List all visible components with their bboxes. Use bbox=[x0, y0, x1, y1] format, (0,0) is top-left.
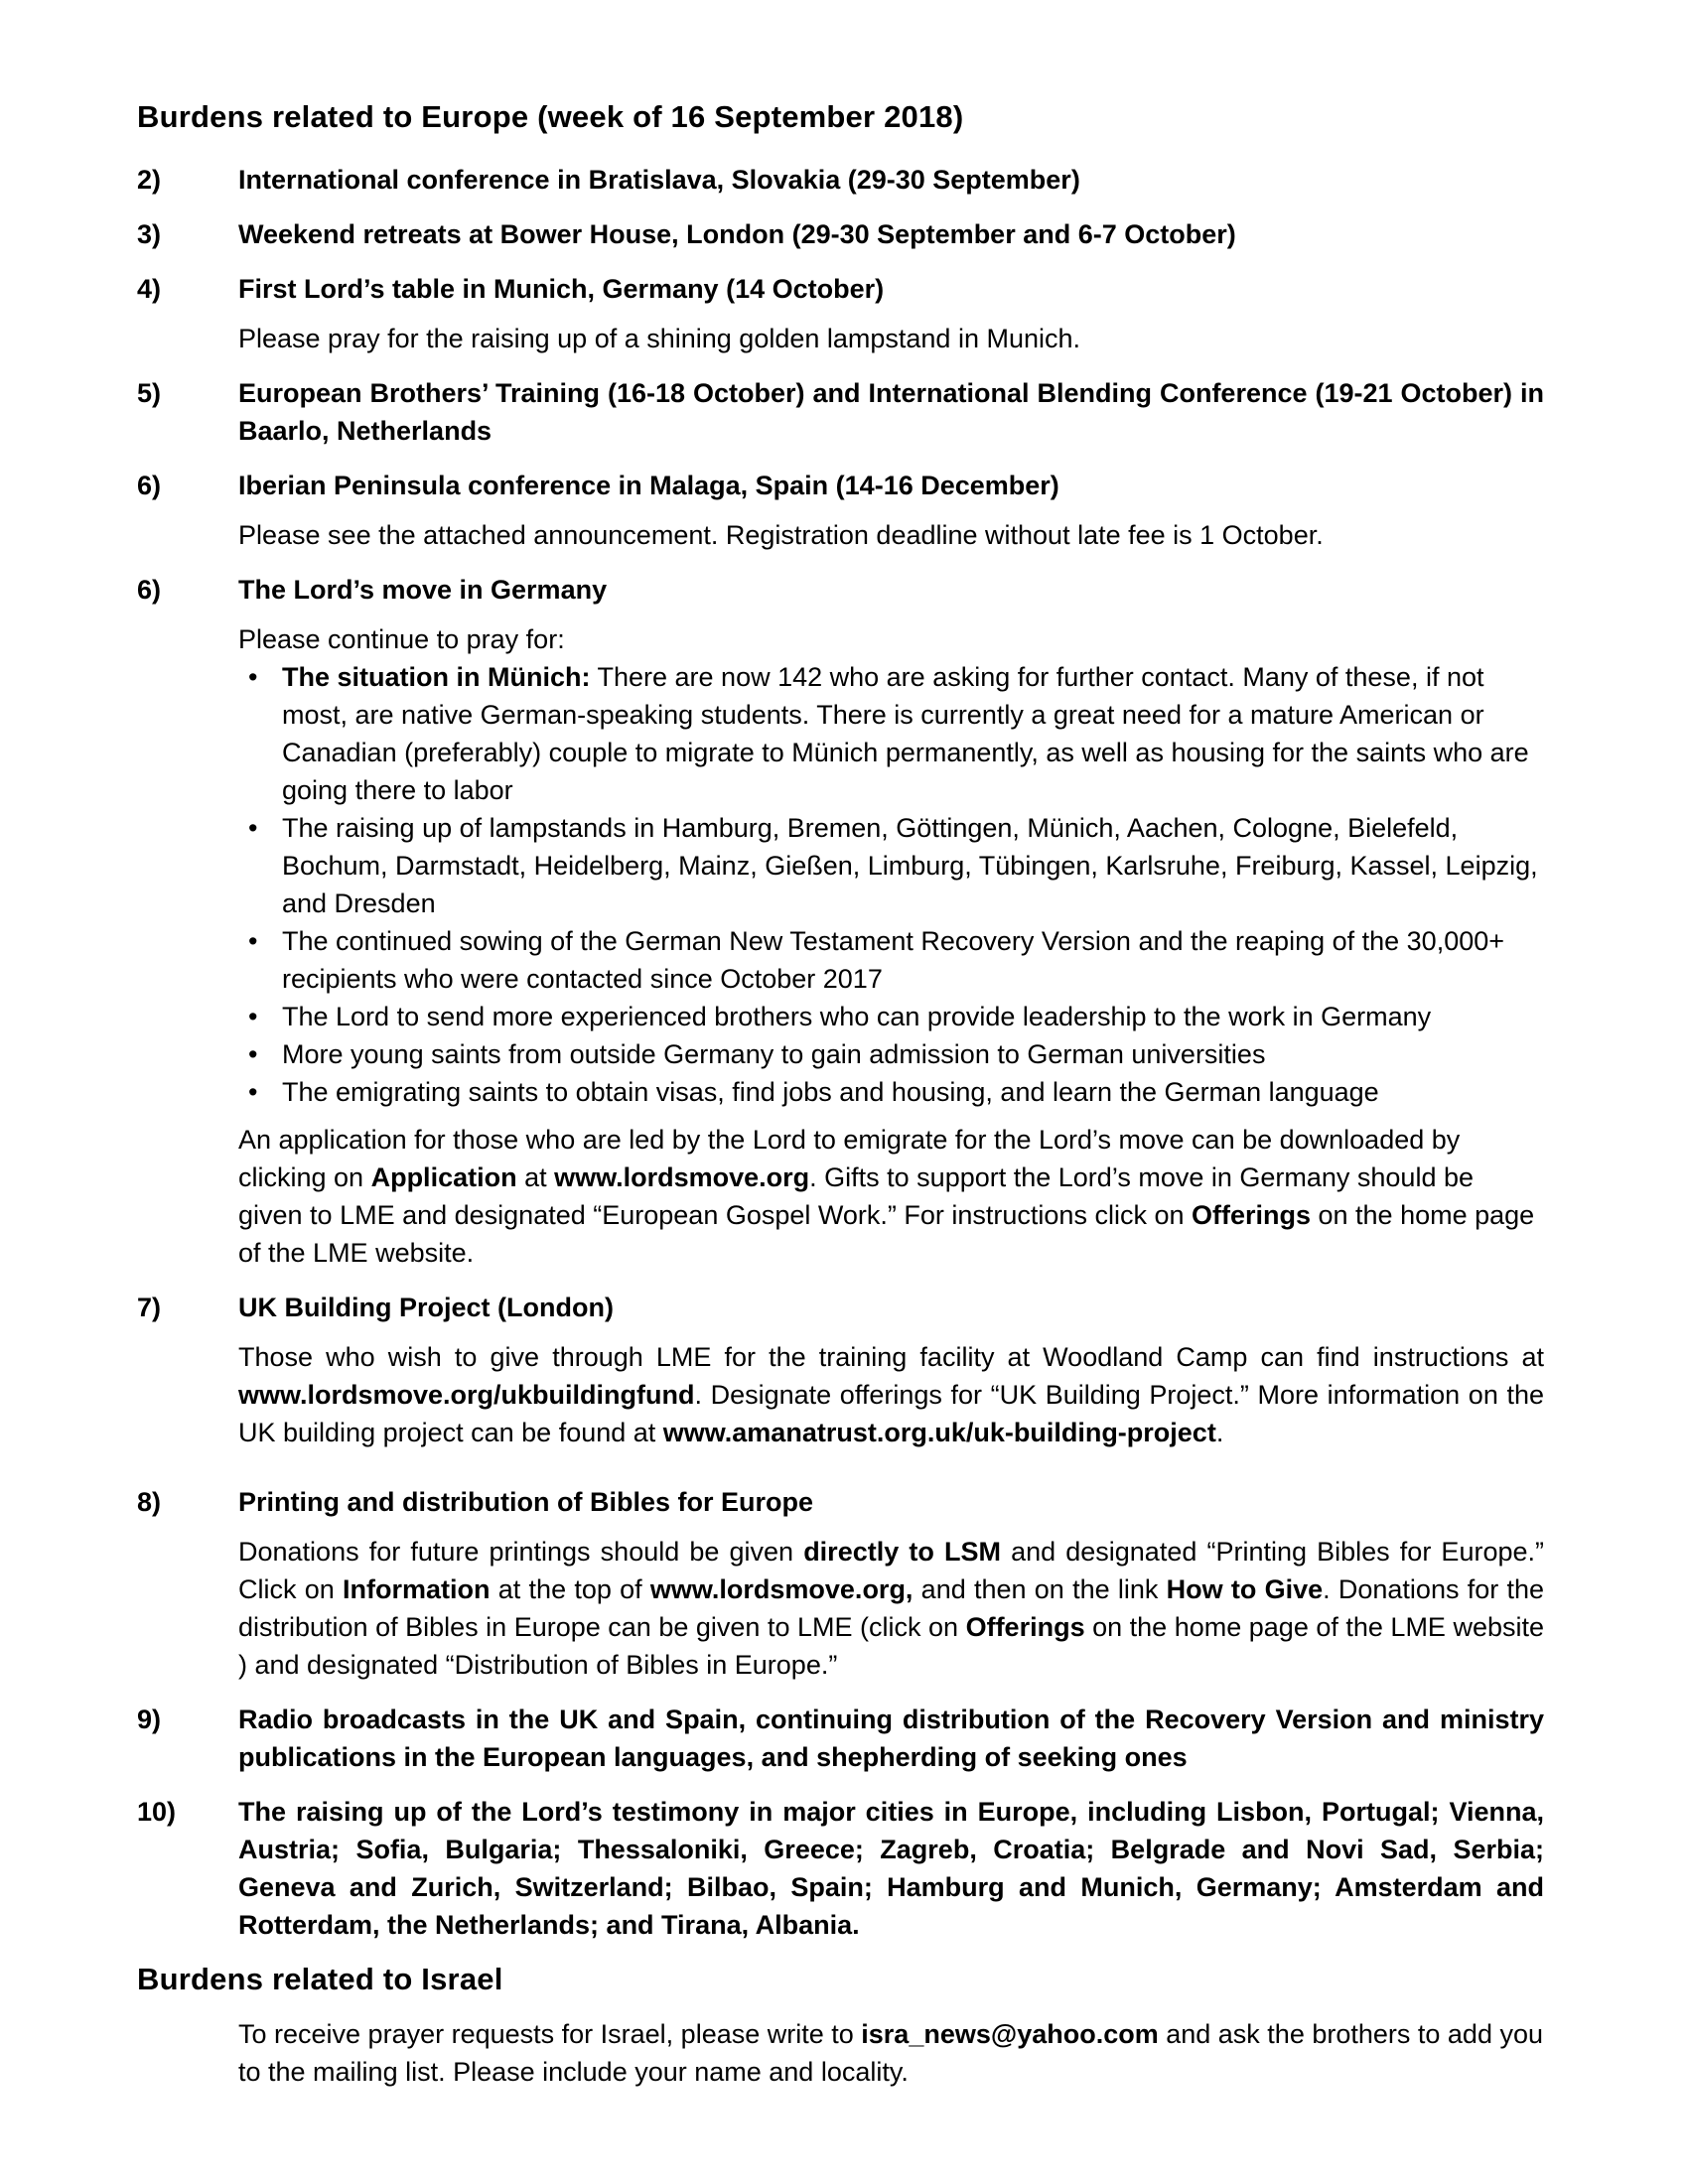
bullet-item bbox=[238, 922, 1544, 998]
text-run: Those who wish to give through LME for the training facility at Woodland Camp can find instructions at bbox=[238, 1342, 1544, 1372]
item-paragraph: Please pray for the raising up of a shining golden lampstand in Munich. bbox=[238, 324, 1081, 353]
text-run: The raising up of lampstands in Hamburg, Bremen, Göttingen, Münich, Aachen, Cologne, Bielefeld, Bochum, Darmstadt, Heidelberg, Mainz, Gießen, Limburg, Tübingen, Karlsruhe, Freiburg, Kassel, Leipzig, and Dresden bbox=[282, 813, 1538, 918]
list-item bbox=[137, 1289, 1544, 1451]
item-heading: The raising up of the Lord’s testimony in major cities in Europe, including Lisbon, Portugal; Vienna, Austria; Sofia, Bulgaria; Thessaloniki, Greece; Zagreb, Croatia; Belgrade and Novi Sad, Serbia; Geneva and Zurich, Switzerland; Bilbao, Spain; Hamburg and Munich, Germany; Amsterdam and Rotterdam, the Netherlands; and Tirana, Albania. bbox=[238, 1797, 1544, 1940]
item-paragraph bbox=[238, 1121, 1544, 1272]
list-item bbox=[137, 374, 1544, 450]
item-number: 7) bbox=[137, 1293, 162, 1322]
bullet-item bbox=[238, 809, 1544, 922]
item-content bbox=[238, 1701, 1544, 1776]
item-content bbox=[238, 161, 1544, 199]
item-heading: Weekend retreats at Bower House, London (29-30 September and 6-7 October) bbox=[238, 219, 1236, 249]
item-content bbox=[238, 467, 1544, 554]
item-paragraph: Please see the attached announcement. Registration deadline without late fee is 1 October. bbox=[238, 520, 1324, 550]
item-heading: Printing and distribution of Bibles for Europe bbox=[238, 1487, 813, 1517]
text-run: at bbox=[516, 1162, 555, 1192]
item-paragraph: Please continue to pray for: bbox=[238, 624, 565, 654]
item-heading: Radio broadcasts in the UK and Spain, continuing distribution of the Recovery Version and ministry publications in the European languages, and shepherding of seeking ones bbox=[238, 1705, 1544, 1772]
bullet-item bbox=[238, 658, 1544, 809]
list-item bbox=[137, 161, 1544, 199]
text-run: on the home page of the LME website. bbox=[238, 1200, 1535, 1268]
text-run: . bbox=[1215, 1418, 1224, 1447]
text-run: www.amanatrust.org.uk/uk-building-project bbox=[662, 1418, 1216, 1447]
text-run: Information bbox=[343, 1574, 491, 1604]
item-content bbox=[238, 374, 1544, 450]
text-run: There are now 142 who are asking for further contact. Many of these, if not most, are native German-speaking students. There is currently a great need for a mature American or Canadian (preferably) couple to migrate to Münich permanently, as well as housing for the saints who are going there to labor bbox=[282, 662, 1529, 805]
item-content bbox=[238, 1289, 1544, 1451]
text-run: The continued sowing of the German New Testament Recovery Version and the reaping of the 30,000+ recipients who were contacted since October 2017 bbox=[282, 926, 1505, 994]
text-run: Offerings bbox=[1191, 1200, 1311, 1230]
item-content bbox=[238, 270, 1544, 357]
list-item bbox=[137, 467, 1544, 554]
item-number: 5) bbox=[137, 378, 162, 408]
item-number: 4) bbox=[137, 274, 162, 304]
text-run: The situation in Münich: bbox=[282, 662, 591, 692]
list-item bbox=[137, 1701, 1544, 1776]
text-run: . Designate offerings for “UK Building Project.” More information on the UK building project can be found at bbox=[238, 1380, 1544, 1447]
item-paragraph bbox=[238, 1338, 1544, 1451]
bullet-item bbox=[238, 1035, 1544, 1073]
text-run: The Lord to send more experienced brothers who can provide leadership to the work in Germany bbox=[282, 1002, 1432, 1031]
list-item bbox=[137, 270, 1544, 357]
item-content bbox=[238, 1793, 1544, 1944]
item-heading: International conference in Bratislava, Slovakia (29-30 September) bbox=[238, 165, 1080, 195]
text-run: at the top of bbox=[490, 1574, 650, 1604]
text-run: and then on the link bbox=[913, 1574, 1167, 1604]
bullet-list bbox=[238, 658, 1544, 1111]
item-number: 9) bbox=[137, 1705, 162, 1734]
item-paragraph bbox=[238, 1533, 1544, 1684]
text-run: . Donations for the distribution of Bibles in Europe can be given to LME (click on bbox=[238, 1574, 1544, 1642]
item-number: 10) bbox=[137, 1797, 177, 1827]
text-run: To receive prayer requests for Israel, please write to bbox=[238, 2019, 862, 2049]
text-run: www.lordsmove.org bbox=[554, 1162, 810, 1192]
item-heading: Iberian Peninsula conference in Malaga, Spain (14-16 December) bbox=[238, 471, 1059, 500]
israel-paragraph bbox=[238, 2015, 1544, 2091]
text-run: The emigrating saints to obtain visas, find jobs and housing, and learn the German language bbox=[282, 1077, 1379, 1107]
text-run: and designated “Printing Bibles for Europe.” Click on bbox=[238, 1537, 1544, 1604]
item-number: 2) bbox=[137, 165, 162, 195]
text-run: isra_news@yahoo.com bbox=[861, 2019, 1159, 2049]
text-run: Donations for future printings should be given bbox=[238, 1537, 804, 1567]
text-run: www.lordsmove.org/ukbuildingfund bbox=[238, 1380, 695, 1410]
text-run: Application bbox=[370, 1162, 517, 1192]
bullet-item bbox=[238, 1073, 1544, 1111]
item-number: 6) bbox=[137, 575, 162, 605]
item-number: 3) bbox=[137, 219, 162, 249]
text-run: . Gifts to support the Lord’s move in Germany should be given to LME and designated “European Gospel Work.” For instructions click on bbox=[238, 1162, 1474, 1230]
section-heading-israel: Burdens related to Israel bbox=[137, 1962, 503, 1996]
list-item bbox=[137, 215, 1544, 253]
bullet-item bbox=[238, 998, 1544, 1035]
item-heading: First Lord’s table in Munich, Germany (14 October) bbox=[238, 274, 885, 304]
item-content bbox=[238, 1483, 1544, 1684]
text-run: How to Give bbox=[1166, 1574, 1324, 1604]
item-heading: European Brothers’ Training (16-18 October) and International Blending Conference (19-21 October) in Baarlo, Netherlands bbox=[238, 378, 1544, 446]
item-number: 8) bbox=[137, 1487, 162, 1517]
text-run: www.lordsmove.org, bbox=[649, 1574, 914, 1604]
text-run: Offerings bbox=[965, 1612, 1085, 1642]
list-item bbox=[137, 1793, 1544, 1944]
list-item bbox=[137, 1483, 1544, 1684]
text-run: An application for those who are led by the Lord to emigrate for the Lord’s move can be downloaded by clicking on bbox=[238, 1125, 1461, 1192]
item-number: 6) bbox=[137, 471, 162, 500]
item-content bbox=[238, 215, 1544, 253]
text-run: More young saints from outside Germany to gain admission to German universities bbox=[282, 1039, 1266, 1069]
item-content bbox=[238, 571, 1544, 1272]
section-heading-europe: Burdens related to Europe (week of 16 September 2018) bbox=[137, 99, 964, 134]
text-run: and ask the brothers to add you to the mailing list. Please include your name and locality. bbox=[238, 2019, 1543, 2087]
item-heading: UK Building Project (London) bbox=[238, 1293, 614, 1322]
text-run: on the home page of the LME website ) and designated “Distribution of Bibles in Europe.” bbox=[238, 1612, 1545, 1680]
text-run: directly to LSM bbox=[803, 1537, 1001, 1567]
list-item bbox=[137, 571, 1544, 1272]
item-heading: The Lord’s move in Germany bbox=[238, 575, 608, 605]
